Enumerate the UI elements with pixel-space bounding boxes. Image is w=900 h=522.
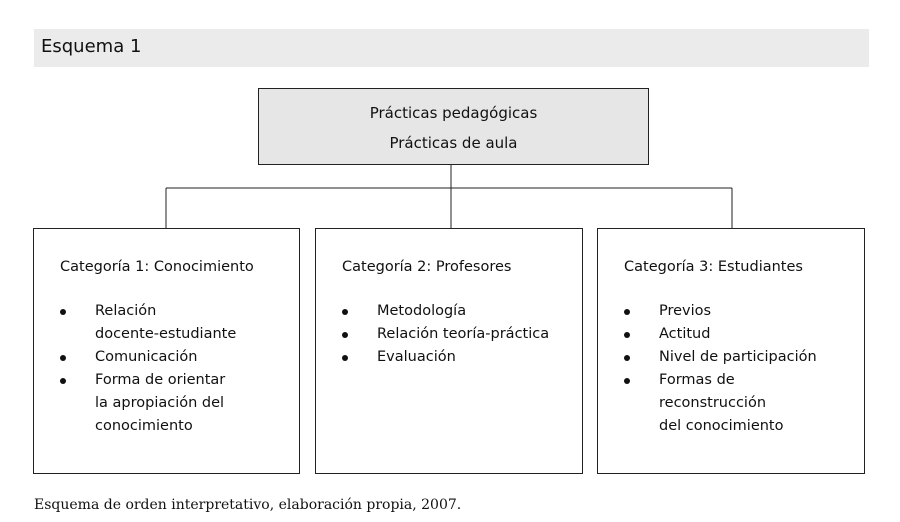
bullet-icon [624,332,630,338]
category-node-3 [597,228,865,474]
category-node-2 [315,228,583,474]
diagram-title: Esquema 1 [41,36,142,57]
bullet-icon [60,309,66,315]
list-item-text: Previos [659,303,712,319]
list-item [60,300,236,346]
list-item [342,323,549,346]
list-item-text: Nivel de participación [659,349,817,365]
bullet-icon [624,378,630,384]
bullet-icon [342,332,348,338]
bullet-icon [624,355,630,361]
list-item-text: Evaluación [377,349,456,365]
list-item-text: Metodología [377,303,467,319]
header-band [34,29,869,67]
bullet-icon [60,378,66,384]
figure-caption: Esquema de orden interpretativo, elaboración propia, 2007. [34,497,462,513]
list-item [624,300,817,323]
bullet-icon [342,355,348,361]
list-item-text: Relación teoría-práctica [377,326,550,342]
bullet-icon [342,309,348,315]
list-item-text: Comunicación [95,349,198,365]
list-item [624,346,817,369]
category-item-list [624,300,817,438]
list-item-text: Formas de reconstrucción del conocimiento [659,372,784,434]
list-item-text: Relación docente-estudiante [95,303,237,342]
list-item [624,323,817,346]
category-item-list [60,300,236,438]
list-item-text: Forma de orientar la apropiación del conocimiento [95,372,226,434]
bullet-icon [624,309,630,315]
category-node-1 [33,228,300,474]
root-line-1: Prácticas pedagógicas [369,104,538,122]
bullet-icon [60,355,66,361]
list-item [624,369,817,438]
category-title: Categoría 1: Conocimiento [60,259,254,275]
category-title: Categoría 3: Estudiantes [624,259,803,275]
category-item-list [342,300,549,369]
list-item [342,300,549,323]
list-item [342,346,549,369]
list-item-text: Actitud [659,326,711,342]
list-item [60,346,236,369]
root-node [258,88,649,165]
category-title: Categoría 2: Profesores [342,259,512,275]
list-item [60,369,236,438]
root-line-2: Prácticas de aula [389,134,518,152]
